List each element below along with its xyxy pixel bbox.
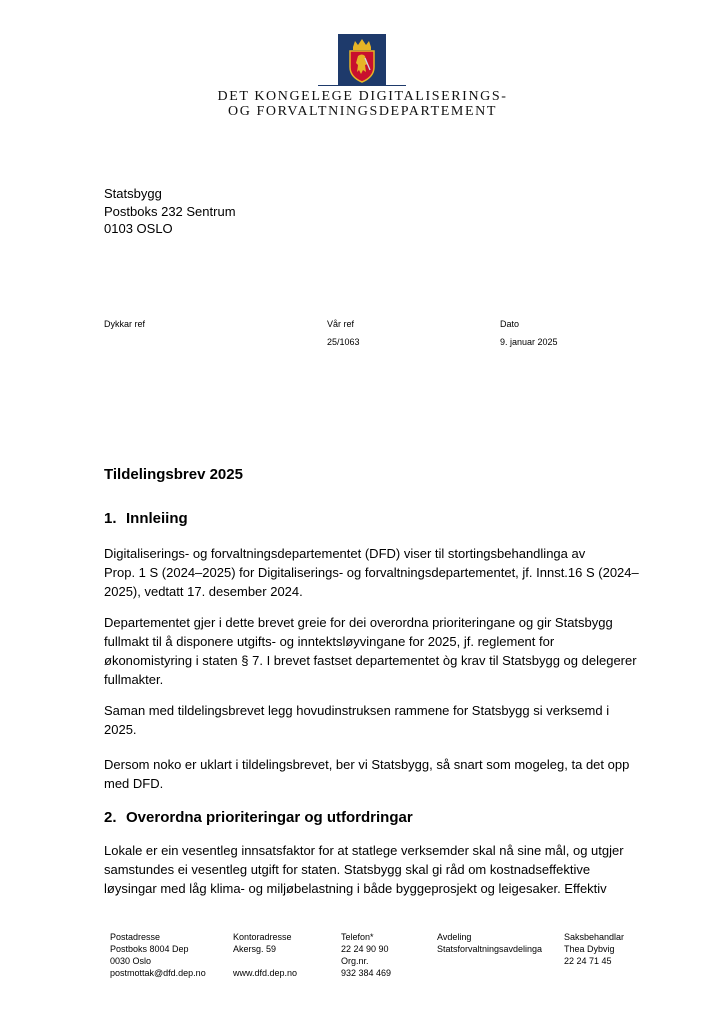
recipient-address	[104, 185, 236, 238]
recipient-name: Statsbygg	[104, 186, 162, 201]
header-divider	[318, 85, 406, 86]
paragraph-line: 2025), vedtatt 17. desember 2024.	[104, 584, 303, 599]
footer-orgnr-label: Org.nr.	[341, 956, 369, 966]
paragraph-line: Saman med tildelingsbrevet legg hovudinstruksen rammene for Statsbygg si verksemd i	[104, 703, 610, 718]
department-name-line1: DET KONGELEGE DIGITALISERINGS-	[217, 89, 508, 104]
recipient-box: Postboks 232 Sentrum	[104, 203, 236, 219]
section-1-paragraph-3	[104, 701, 664, 739]
paragraph-line: økonomistyring i staten § 7. I brevet fastset departementet òg krav til Statsbygg og delegerer	[104, 653, 637, 668]
footer-phone-number: 22 24 90 90	[341, 944, 389, 954]
footer-orgnr-value: 932 384 469	[341, 968, 392, 978]
footer-office	[233, 931, 297, 979]
paragraph-line: fullmakt til å disponere utgifts- og inntektsløyvingane for 2025, jf. reglement for	[104, 634, 555, 649]
footer-officer-name: Thea Dybvig	[564, 944, 615, 954]
paragraph-line: samstundes ei vesentleg utgift for staten. Statsbygg skal gi råd om kostnadseffektive	[104, 862, 591, 877]
paragraph-line: fullmakter.	[104, 672, 164, 687]
footer-postal-line1: Postboks 8004 Dep	[110, 944, 189, 954]
your-ref-label: Dykkar ref	[104, 319, 146, 329]
section-1-title: Innleiing	[126, 510, 188, 527]
footer-office-website: www.dfd.dep.no	[233, 968, 298, 978]
section-1-number: 1.	[104, 510, 117, 527]
footer-postal-label: Postadresse	[110, 932, 161, 942]
our-ref-label: Vår ref	[327, 319, 355, 329]
section-1-paragraph-1	[104, 544, 664, 601]
footer-department-name: Statsforvaltningsavdelinga	[437, 944, 543, 954]
footer-postal-line2: 0030 Oslo	[110, 956, 152, 966]
footer-officer	[564, 931, 624, 967]
footer-office-label: Kontoradresse	[233, 932, 292, 942]
department-name-line2: OG FORVALTNINGSDEPARTEMENT	[228, 104, 497, 119]
paragraph-line: Prop. 1 S (2024–2025) for Digitaliserings- og forvaltningsdepartementet, jf. Innst.16 S (2024–	[104, 565, 639, 580]
paragraph-line: med DFD.	[104, 776, 164, 791]
section-2-number: 2.	[104, 809, 117, 826]
coat-of-arms-logo	[338, 34, 386, 86]
section-1-heading	[104, 510, 188, 527]
paragraph-line: løysingar med låg klima- og miljøbelastning i både byggeprosjekt og leigesaker. Effektiv	[104, 881, 607, 896]
date-label: Dato	[500, 319, 520, 329]
footer-officer-label: Saksbehandlar	[564, 932, 625, 942]
paragraph-line: Dersom noko er uklart i tildelingsbrevet, ber vi Statsbygg, så snart som mogeleg, ta det opp	[104, 757, 630, 772]
our-ref-value: 25/1063	[327, 337, 360, 347]
footer-department	[437, 931, 542, 955]
document-title: Tildelingsbrev 2025	[104, 466, 243, 483]
footer-postal-email: postmottak@dfd.dep.no	[110, 968, 206, 978]
paragraph-line: Lokale er ein vesentleg innsatsfaktor for at statlege verksemder skal nå sine mål, og utgjer	[104, 843, 624, 858]
paragraph-line: Departementet gjer i dette brevet greie for dei overordna prioriteringane og gir Statsbygg	[104, 615, 613, 630]
section-2-heading	[104, 809, 413, 826]
recipient-city: 0103 OSLO	[104, 221, 173, 236]
footer-phone	[341, 931, 391, 979]
section-1-paragraph-2	[104, 613, 664, 689]
footer-department-label: Avdeling	[437, 932, 472, 942]
footer-office-line1: Akersg. 59	[233, 944, 277, 954]
footer-postal	[110, 931, 206, 979]
section-2-paragraph-1	[104, 841, 664, 898]
section-1-paragraph-4	[104, 755, 664, 793]
footer-phone-label: Telefon*	[341, 932, 374, 942]
date-value: 9. januar 2025	[500, 337, 558, 347]
paragraph-line: 2025.	[104, 722, 137, 737]
footer-officer-phone: 22 24 71 45	[564, 956, 612, 966]
section-2-title: Overordna prioriteringar og utfordringar	[126, 809, 413, 826]
paragraph-line: Digitaliserings- og forvaltningsdepartementet (DFD) viser til stortingsbehandlinga av	[104, 546, 586, 561]
